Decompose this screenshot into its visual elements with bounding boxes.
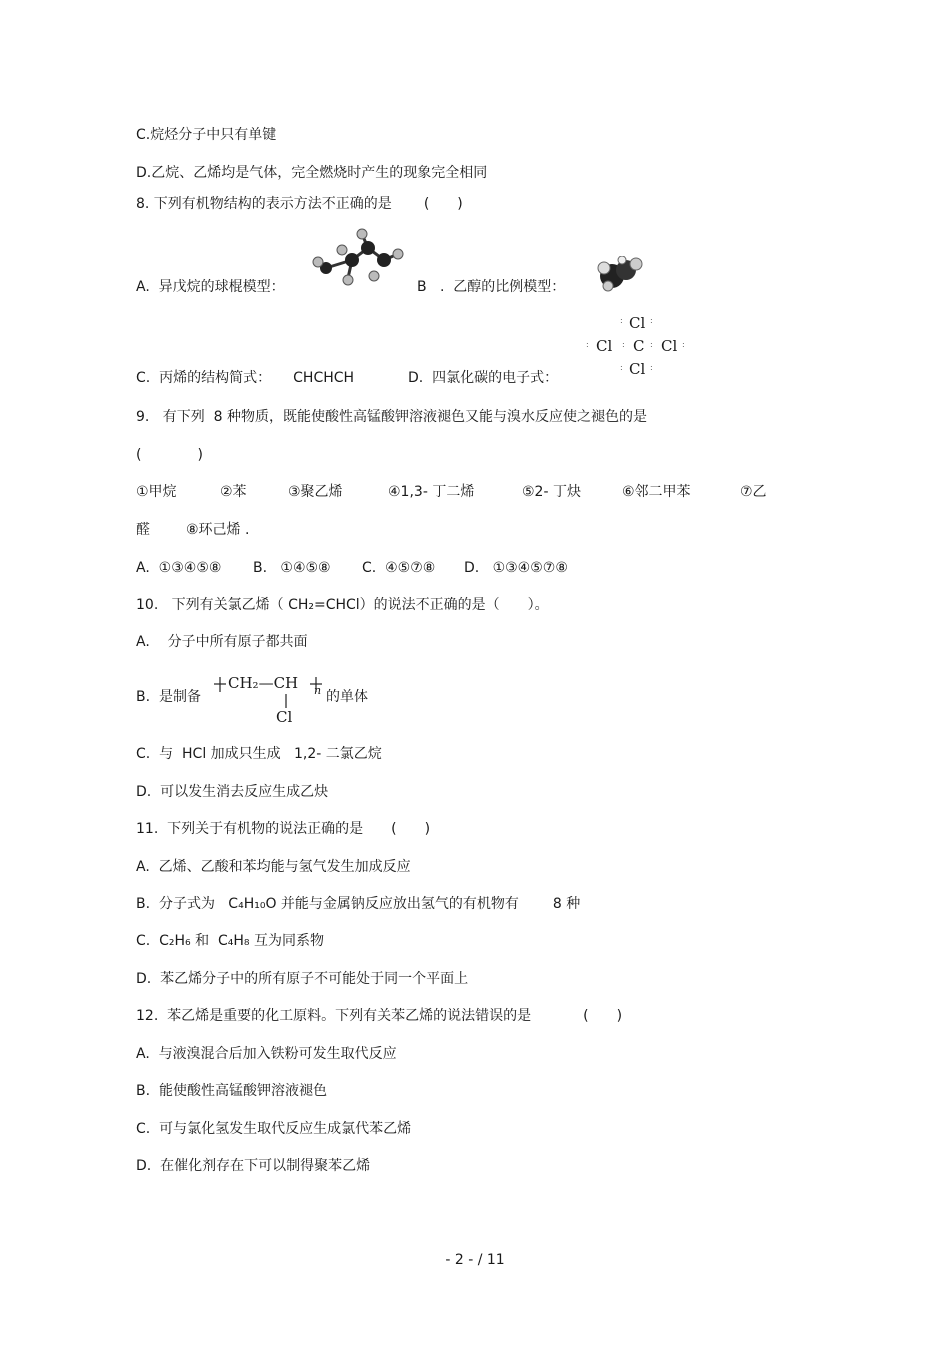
question-12-option-c: C. 可与氯化氢发生取代反应生成氯代苯乙烯	[136, 1121, 412, 1137]
question-8-option-c: C. 丙烯的结构简式： CHCHCH	[136, 370, 355, 386]
ccl4-electron-formula: Cl Cl C Cl Cl : : : : : : : :	[586, 314, 685, 378]
isopentane-ball-stick-model	[312, 228, 404, 290]
question-11-option-b: B. 分子式为 C₄H₁₀O 并能与金属钠反应放出氢气的有机物有 8 种	[136, 896, 581, 912]
ethanol-space-filling-model	[594, 256, 644, 292]
substance-1: ①甲烷	[136, 484, 177, 500]
question-12: 12. 苯乙烯是重要的化工原料。下列有关苯乙烯的说法错误的是 ( )	[136, 1008, 623, 1024]
pvc-structural-formula	[214, 672, 326, 726]
question-11: 11. 下列关于有机物的说法正确的是 ( )	[136, 821, 431, 837]
substance-2: ②苯	[220, 484, 247, 500]
question-11-option-a: A. 乙烯、乙酸和苯均能与氢气发生加成反应	[136, 859, 411, 875]
question-10-option-b-pre: B. 是制备	[136, 689, 201, 705]
substance-7: ⑦乙	[740, 484, 767, 500]
substance-5: ⑤2- 丁炔	[522, 484, 581, 500]
question-9-paren: ( )	[136, 447, 203, 463]
carbon-atom: C	[633, 337, 645, 355]
question-10-option-d: D. 可以发生消去反应生成乙炔	[136, 784, 329, 800]
chlorine-atom: Cl	[596, 337, 613, 355]
question-10-option-b-post: 的单体	[326, 689, 368, 705]
question-10-option-c: C. 与 HCl 加成只生成 1,2- 二氯乙烷	[136, 746, 382, 762]
question-11-option-d: D. 苯乙烯分子中的所有原子不可能处于同一个平面上	[136, 971, 469, 987]
question-9-option-b: B. ①④⑤⑧	[253, 560, 331, 576]
substance-4: ④1,3- 丁二烯	[388, 484, 475, 500]
chlorine-atom: Cl	[661, 337, 678, 355]
question-10: 10. 下列有关氯乙烯（ CH₂=CHCl）的说法不正确的是（ ）。	[136, 597, 549, 613]
question-10-option-a: A. 分子中所有原子都共面	[136, 634, 308, 650]
question-8-option-b: B . 乙醇的比例模型：	[417, 279, 566, 295]
question-12-option-d: D. 在催化剂存在下可以制得聚苯乙烯	[136, 1158, 371, 1174]
option-d-ethane: D.乙烷、乙烯均是气体，完全燃烧时产生的现象完全相同	[136, 165, 488, 181]
question-11-option-c: C. C₂H₆ 和 C₄H₈ 互为同系物	[136, 933, 324, 949]
question-9-option-c: C. ④⑤⑦⑧	[362, 560, 436, 576]
option-c-alkane: C.烷烃分子中只有单键	[136, 127, 277, 143]
question-9: 9. 有下列 8 种物质，既能使酸性高锰酸钾溶液褪色又能与溴水反应使之褪色的是	[136, 409, 647, 425]
question-9-option-d: D. ①③④⑤⑦⑧	[464, 560, 568, 576]
page-number: - 2 - / 11	[445, 1252, 505, 1268]
polymer-degree: n	[314, 684, 322, 697]
substance-6: ⑥邻二甲苯	[622, 484, 691, 500]
question-8-option-d: D. 四氯化碳的电子式：	[408, 370, 559, 386]
question-8: 8. 下列有机物结构的表示方法不正确的是 ( )	[136, 196, 463, 212]
polymer-chain: CH₂—CH	[228, 674, 299, 692]
chlorine-atom: Cl	[629, 314, 646, 332]
question-8-option-a: A. 异戊烷的球棍模型：	[136, 279, 285, 295]
chlorine-atom: Cl	[629, 360, 646, 378]
question-12-option-b: B. 能使酸性高锰酸钾溶液褪色	[136, 1083, 327, 1099]
question-12-option-a: A. 与液溴混合后加入铁粉可发生取代反应	[136, 1046, 397, 1062]
question-9-option-a: A. ①③④⑤⑧	[136, 560, 222, 576]
polymer-chlorine: Cl	[276, 708, 293, 726]
substance-3: ③聚乙烯	[288, 484, 343, 500]
substance-8: ⑧环己烯 .	[186, 522, 250, 538]
substance-7-cont: 醛	[136, 522, 150, 538]
